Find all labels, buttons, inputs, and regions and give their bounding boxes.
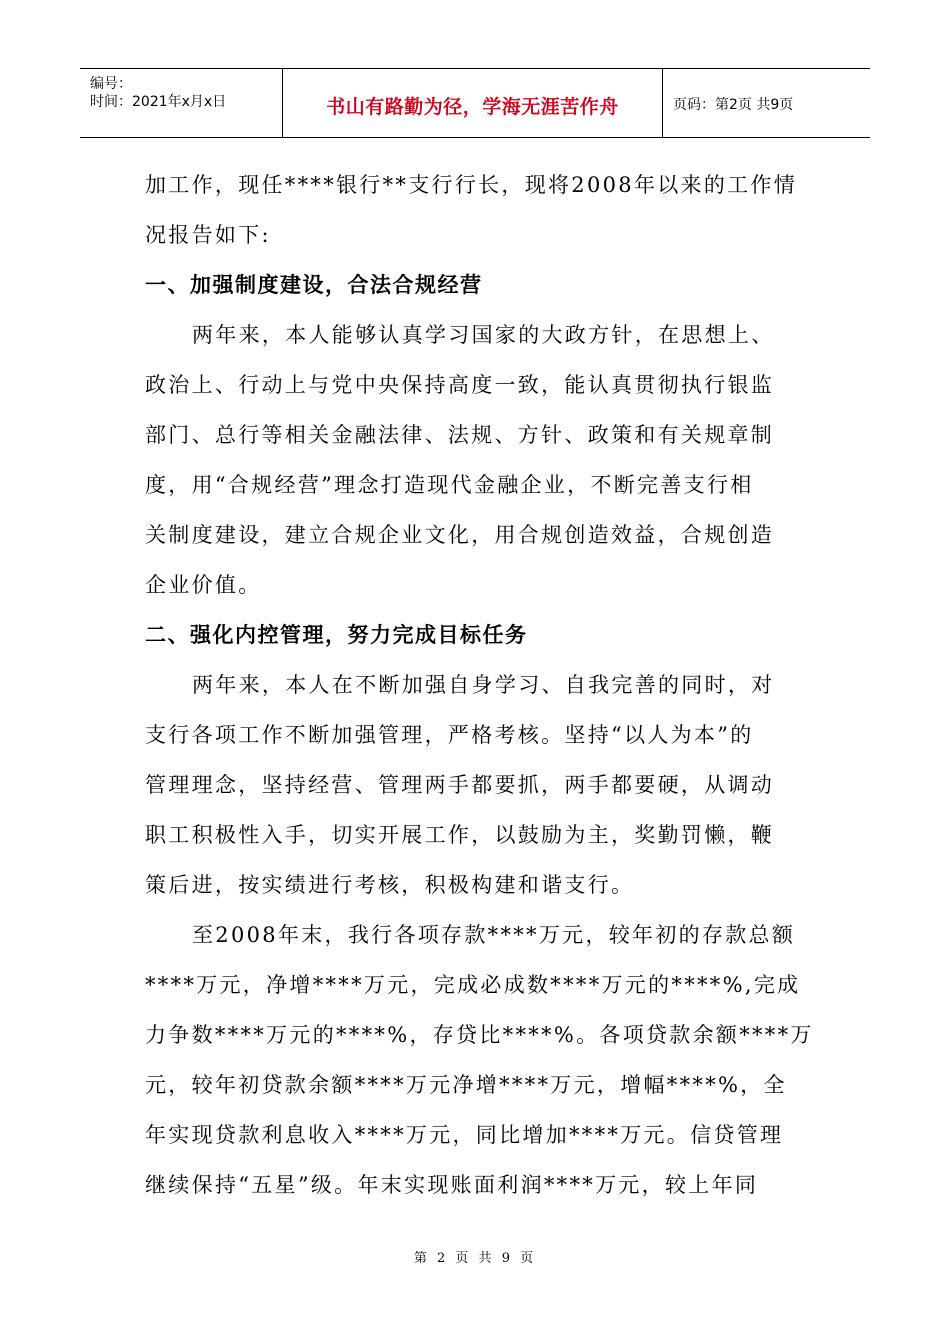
body-line: 年实现贷款利息收入****万元，同比增加****万元。信贷管理 <box>145 1123 784 1147</box>
page-footer: 第 2 页 共 9 页 <box>413 1251 537 1266</box>
body-line: 政治上、行动上与党中央保持高度一致，能认真贯彻执行银监 <box>145 373 775 397</box>
body-line: 职工积极性入手，切实开展工作，以鼓励为主，奖勤罚懒，鞭 <box>145 823 775 847</box>
body-line: 部门、总行等相关金融法律、法规、方针、政策和有关规章制 <box>145 423 775 447</box>
body-line: 管理理念，坚持经营、管理两手都要抓，两手都要硬，从调动 <box>145 773 775 797</box>
header-meta-cell <box>80 69 283 137</box>
section-heading-2: 二、强化内控管理，努力完成目标任务 <box>145 623 528 647</box>
body-line: 加工作，现任****银行**支行行长，现将2008年以来的工作情 <box>145 173 798 197</box>
body-line: ****万元，净增****万元，完成必成数****万元的****%,完成 <box>145 973 801 997</box>
header-motto-cell <box>283 69 663 137</box>
body-line: 况报告如下: <box>145 223 271 247</box>
body-line: 元，较年初贷款余额****万元净增****万元，增幅****%，全 <box>145 1073 787 1097</box>
header-page-number: 页码：第2页 共9页 <box>673 97 794 113</box>
body-line: 企业价值。 <box>145 573 262 597</box>
header-motto: 书山有路勤为径，学海无涯苦作舟 <box>326 96 619 118</box>
body-line: 两年来，本人能够认真学习国家的大政方针，在思想上、 <box>192 323 775 347</box>
document-number-label: 编号： <box>90 76 132 92</box>
body-line: 继续保持“五星”级。年末实现账面利润****万元，较上年同 <box>145 1173 759 1197</box>
section-heading-1: 一、加强制度建设，合法合规经营 <box>145 273 483 297</box>
document-body <box>145 160 815 1210</box>
body-line: 至2008年末，我行各项存款****万元，较年初的存款总额 <box>192 923 796 947</box>
body-line: 力争数****万元的****%，存贷比****%。各项贷款余额****万 <box>145 1023 814 1047</box>
body-line: 两年来，本人在不断加强自身学习、自我完善的同时，对 <box>192 673 775 697</box>
body-line: 策后进，按实绩进行考核，积极构建和谐支行。 <box>145 873 635 897</box>
body-line: 度，用“合规经营”理念打造现代金融企业，不断完善支行相 <box>145 473 754 497</box>
document-time-label: 时间：2021年x月x日 <box>90 94 227 110</box>
body-line: 支行各项工作不断加强管理，严格考核。坚持“以人为本”的 <box>145 723 754 747</box>
header-page-cell <box>663 69 870 137</box>
body-line: 关制度建设，建立合规企业文化，用合规创造效益，合规创造 <box>145 523 775 547</box>
document-header <box>80 68 870 138</box>
